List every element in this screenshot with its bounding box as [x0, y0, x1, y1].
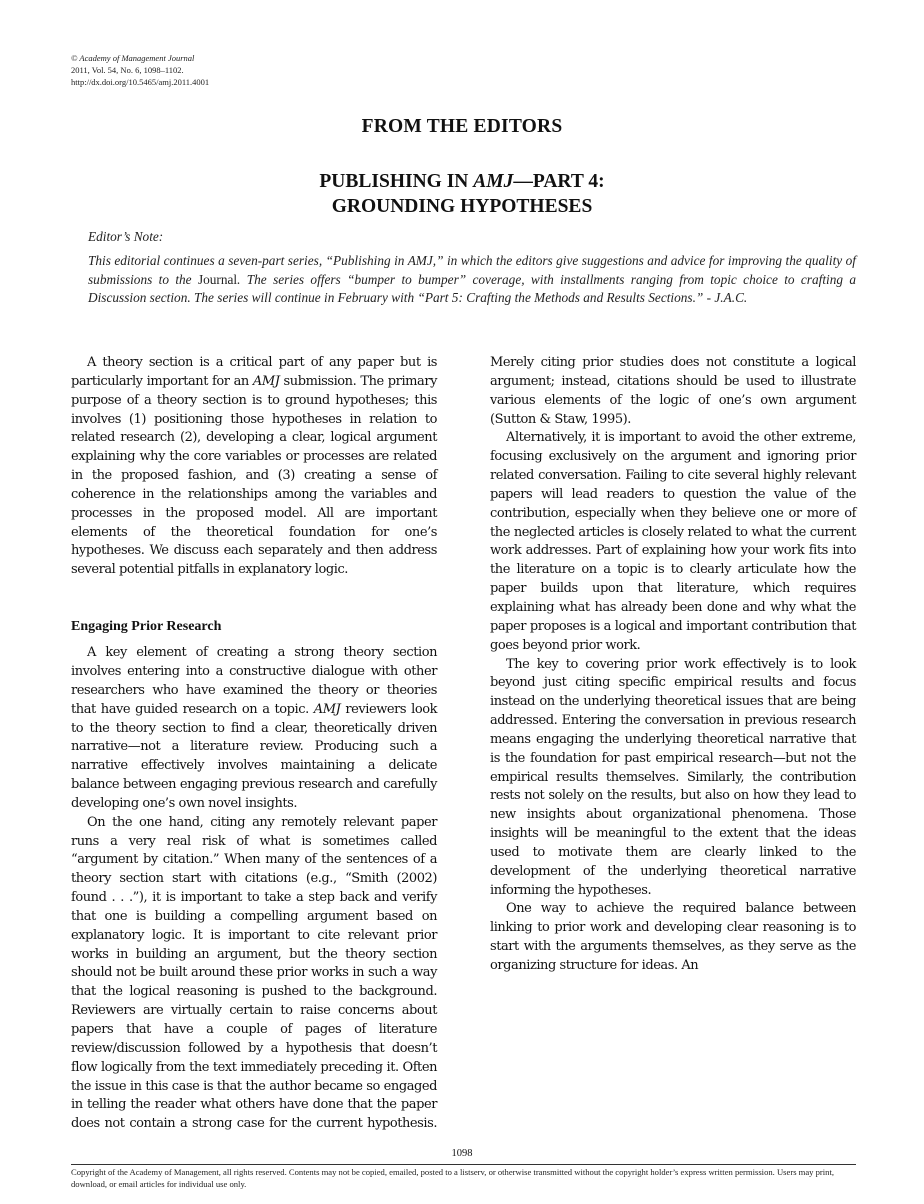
section-label: FROM THE EDITORS — [361, 116, 563, 137]
article-title — [0, 169, 924, 219]
page-number: 1098 — [451, 1148, 473, 1159]
body-column-left — [71, 354, 856, 1135]
footer-rule — [71, 1164, 856, 1165]
editors-note-label: Editor’s Note: — [88, 229, 164, 244]
journal-masthead — [71, 52, 209, 88]
paragraph: The key to covering prior work effectively is to look beyond just citing specific empirical results and focus instead on the underlying theoretical issues that are being addressed. Entering the conversation in previous research means engaging the underlying theoretical narrative that is the foundation for past empirical research—but not the empirical results themselves. Similarly, the contribution rests not solely on the results, but also on how they lead to new insights about organizational phenomena. Those insights will be meaningful to the extent that the ideas used to motivate them are clearly linked to the development of the underlying theoretical narrative informing the hypotheses. — [490, 656, 856, 898]
paragraph: One way to achieve the required balance between linking to prior work and developing clear reasoning is to start with the arguments themselves, as they serve as the organizing structure for ideas. An — [490, 901, 856, 973]
paragraph-intro: A theory section is a critical part of any paper but is particularly important for an AMJ submission. The primary purpose of a theory section is to ground hypotheses; this involves (1) positioning those hypotheses in relation to related research (2), developing a clear, logical argument explaining why the core variables or processes are related in the proposed fashion, and (3) creating a sense of coherence in the relationships among the variables and processes in the proposed model. All are important elements of the theoretical foundation for one’s hypotheses. We discuss each separately and then address several potential pitfalls in explanatory logic. — [71, 355, 437, 578]
paragraph: On the one hand, citing any remotely relevant paper runs a very real risk of what is sometimes called “argument by citation.” When many of the sentences of a theory section start with citations (e.g., “Smith (2002) found . . .”), it is important to take a step back and verify that one is building a compelling argument based on explanatory logic. It is important to cite relevant prior works in building an argument, but the theory section should not be built around these prior works in such a way that the logical reasoning is pushed to the background. Reviewers are virtually certain to raise concerns about papers that have a couple of pages of literature review/discussion followed by a hypothesis that doesn’t flow logically from the text immediately preceding it. Often the issue in this case is that the author became so engaged in telling the reader what others have done that the paper does not contain a strong case for the current hypothesis. Merely citing prior studies does not constitute a logical argument; instead, citations should be used to illustrate various elements of the logic of one’s own argument (Sutton & Staw, 1995). — [71, 355, 856, 1132]
section-heading-engaging-prior-research: Engaging Prior Research — [71, 619, 222, 635]
paragraph: A key element of creating a strong theory section involves entering into a constructive dialogue with other researchers who have examined the theory or theories that have guided research on a topic. AMJ reviewers look to the theory section to find a clear, theoretically driven narrative—not a literature review. Producing such a narrative effectively involves maintaining a delicate balance between engaging previous research and carefully developing one’s own novel insights. — [71, 645, 437, 811]
masthead-doi: http://dx.doi.org/10.5465/amj.2011.4001 — [71, 77, 210, 87]
editors-note-body: This editorial continues a seven-part series, “Publishing in AMJ,” in which the editors give suggestions and advice for improving the quality of submissions to the Journal. The series offers “bumper to bumper” coverage, with installments ranging from topic choice to crafting a Discussion section. The series will continue in February with “Part 5: Crafting the Methods and Results Sections.” - J.A.C. — [88, 253, 857, 305]
masthead-volume: 2011, Vol. 54, No. 6, 1098–1102. — [71, 65, 184, 75]
paragraph: Alternatively, it is important to avoid the other extreme, focusing exclusively on the argument and ignoring prior related conversation. Failing to cite several highly relevant papers will lead readers to question the value of the contribution, especially when they believe one or more of the neglected articles is closely related to what the current work addresses. Part of explaining how your work fits into the literature on a topic is to clearly articulate how the paper builds upon that literature, which requires explaining what has already been done and why what the paper proposes is a logical and important contribution that goes beyond prior work. — [490, 430, 856, 653]
copyright-notice: Copyright of the Academy of Management, all rights reserved. Contents may not be copied, emailed, posted to a listserv, or otherwise transmitted without the copyright holder’s express written permission. Users may print, download, or email articles for individual use only. — [71, 1167, 835, 1189]
title-line-2: GROUNDING HYPOTHESES — [331, 196, 593, 217]
title-line-1: PUBLISHING IN AMJ—PART 4: — [319, 171, 605, 192]
masthead-journal: © Academy of Management Journal — [71, 53, 195, 63]
